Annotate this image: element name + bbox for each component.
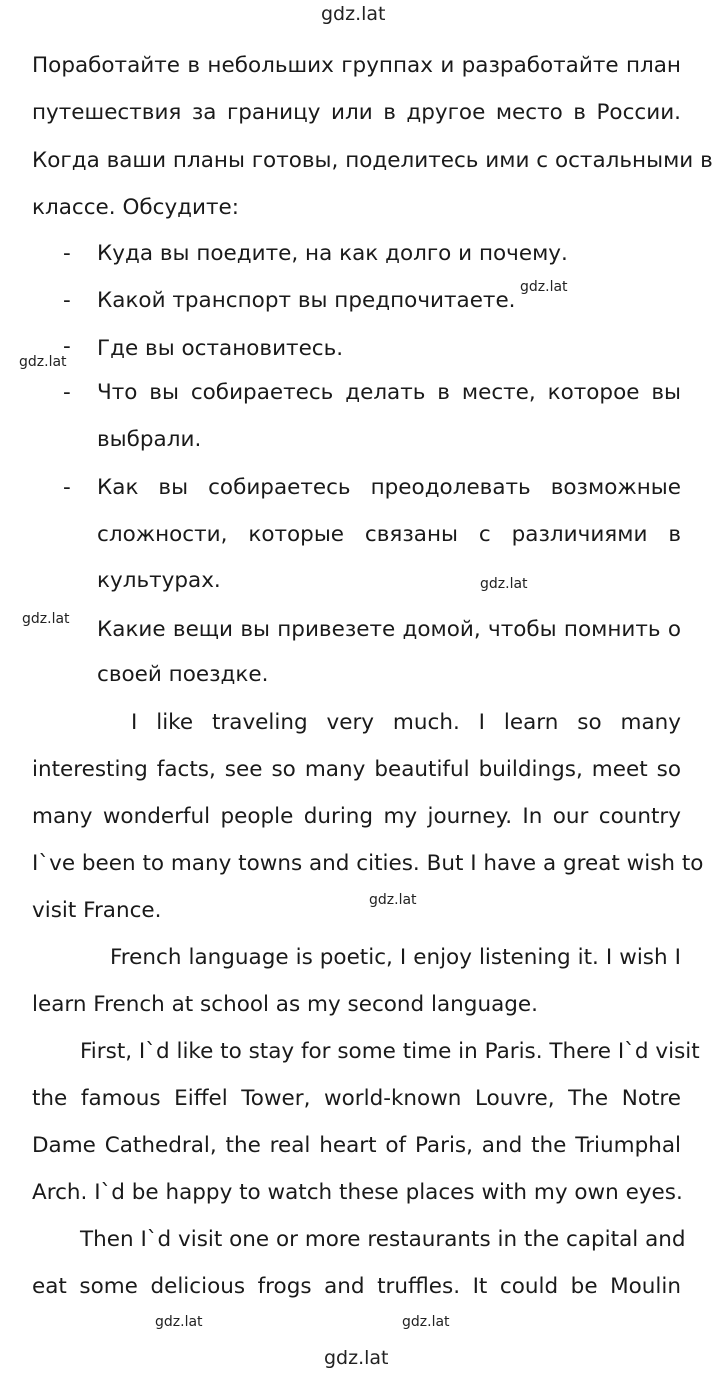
bullet-dash: - (63, 475, 71, 500)
paragraph-3-line: the famous Eiffel Tower, world-known Louvre, The Notre (32, 1086, 681, 1111)
paragraph-1-line: interesting facts, see so many beautiful buildings, meet so (32, 757, 681, 782)
watermark: gdz.lat (480, 576, 528, 592)
bullet-item-cont: выбрали. (97, 427, 202, 452)
bullet-item: Какой транспорт вы предпочитаете. (97, 288, 516, 313)
extra-item: Какие вещи вы привезете домой, чтобы помнить о (97, 617, 681, 642)
paragraph-3-line: Dame Cathedral, the real heart of Paris, and the Triumphal (32, 1133, 681, 1158)
paragraph-3-line: Arch. I`d be happy to watch these places with my own eyes. (32, 1180, 683, 1205)
paragraph-4-line: eat some delicious frogs and truffles. It could be Moulin (32, 1274, 681, 1299)
bullet-item-cont: культурах. (97, 568, 221, 593)
task-intro-line: путешествия за границу или в другое место в России. (32, 100, 681, 125)
bullet-item: Где вы остановитесь. (97, 336, 344, 361)
bullet-dash: - (63, 334, 71, 359)
paragraph-1-line: I`ve been to many towns and cities. But I have a great wish to (32, 851, 704, 876)
bullet-dash: - (63, 288, 71, 313)
watermark: gdz.lat (155, 1314, 203, 1330)
watermark: gdz.lat (520, 279, 568, 295)
paragraph-1-line: many wonderful people during my journey. In our country (32, 804, 681, 829)
bullet-item: Что вы собираетесь делать в месте, которое вы (97, 380, 681, 405)
task-intro-line: Поработайте в небольших группах и разработайте план (32, 53, 681, 78)
watermark-top: gdz.lat (321, 3, 386, 25)
extra-item-cont: своей поездке. (97, 662, 269, 687)
watermark-bottom: gdz.lat (324, 1347, 389, 1369)
paragraph-1-line: I like traveling very much. I learn so many (131, 710, 681, 735)
bullet-item: Куда вы поедите, на как долго и почему. (97, 241, 568, 266)
bullet-item-cont: сложности, которые связаны с различиями в (97, 522, 681, 547)
paragraph-2-line: learn French at school as my second language. (32, 992, 538, 1017)
watermark: gdz.lat (369, 892, 417, 908)
watermark: gdz.lat (19, 354, 67, 370)
paragraph-2-line: French language is poetic, I enjoy listening it. I wish I (110, 945, 681, 970)
bullet-item: Как вы собираетесь преодолевать возможные (97, 475, 681, 500)
paragraph-3-line: First, I`d like to stay for some time in Paris. There I`d visit (80, 1039, 700, 1064)
paragraph-1-line: visit France. (32, 898, 162, 923)
bullet-dash: - (63, 241, 71, 266)
paragraph-4-line: Then I`d visit one or more restaurants in the capital and (80, 1227, 686, 1252)
watermark: gdz.lat (402, 1314, 450, 1330)
bullet-dash: - (63, 380, 71, 405)
task-intro-line: классе. Обсудите: (32, 195, 240, 220)
watermark: gdz.lat (22, 611, 70, 627)
task-intro-line: Когда ваши планы готовы, поделитесь ими с остальными в (32, 148, 713, 173)
